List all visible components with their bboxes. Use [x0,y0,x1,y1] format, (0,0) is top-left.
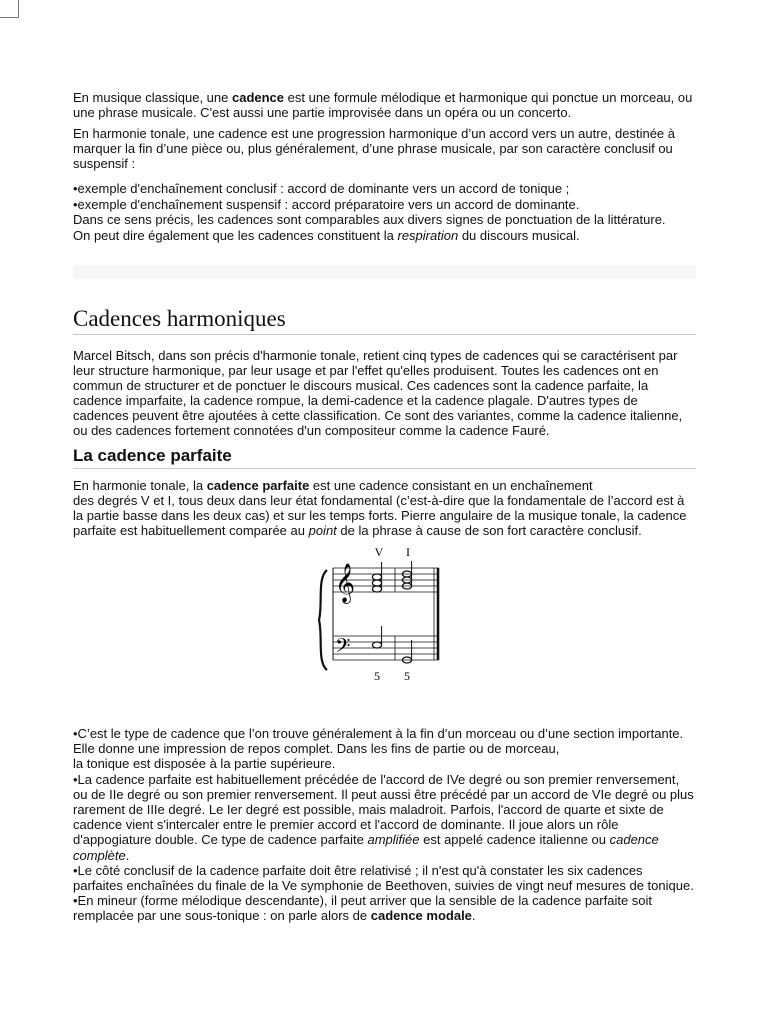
treble-chord-i [402,561,411,589]
cadence-bullets [73,726,696,924]
music-score [313,544,453,704]
subsection-heading: La cadence parfaite [73,446,696,469]
article-body [73,90,696,924]
bullet-precedee: •La cadence parfaite est habituellement précédée de l'accord de IVe degré ou son premier renversement, ou de IIe degré ou son premier renversement. Il peut aussi être précédé par un accord de VIe degré ou plus rarement de IIIe degré. Le Ier degré est possible, mais maladroit. Parfois, l'accord de quarte et sixte de cadence vient s'intercaler entre le premier accord et l'accord de dominante. Il joue alors un rôle d'appogiature double. Ce type de cadence parfaite amplifiée est appelé cadence italienne ou cadence complète. [73,771,694,863]
separator-bar [73,265,696,279]
figured-bass-i: 5 [404,669,410,683]
bass-note-i [402,640,411,663]
subsection-paragraph-1: En harmonie tonale, la cadence parfaite est une cadence consistant en un enchaînement [73,478,593,493]
bass-note-v [372,626,381,648]
intro-bullets [73,181,696,243]
bullet-suspensif: •exemple d'enchaînement suspensif : accord préparatoire vers un accord de dominante. [73,196,580,212]
roman-numeral-v: V [374,545,384,559]
bullet-mineur: •En mineur (forme mélodique descendante), il peut arriver que la sensible de la cadence parfaite soit remplacée par une sous-tonique : on parle alors de cadence modale. [73,893,653,924]
roman-numeral-i: I [406,545,410,559]
section-heading: Cadences harmoniques [73,306,696,335]
bass-clef-icon: 𝄢 [335,634,351,662]
bullet-conclusif-relatif: •Le côté conclusif de la cadence parfaite doit être relativisé ; il n'est qu'à constater les six cadences parfaites enchaînées du finale de la Ve symphonie de Beethoven, suivies de vingt neuf mesures de tonique. [73,862,694,894]
bullet-conclusif: •exemple d'enchaînement conclusif : accord de dominante vers un accord de tonique ; [73,181,570,196]
corner-checkbox[interactable] [0,0,19,18]
intro-paragraph-2: En harmonie tonale, une cadence est une progression harmonique d’un accord vers un autre, destinée à marquer la fin d’une pièce ou, plus généralement, d’une phrase musicale, par son caractère conclusif ou suspensif : [73,126,675,171]
figured-bass-v: 5 [374,669,380,683]
bullet-repos: •C’est le type de cadence que l’on trouve généralement à la fin d’un morceau ou d’une section importante. Elle donne une impression de repos complet. Dans les fins de partie ou de morceau, [73,726,684,757]
treble-clef-icon: 𝄞 [335,563,356,603]
intro-paragraph-3: Dans ce sens précis, les cadences sont comparables aux divers signes de ponctuation de la littérature. [73,212,666,227]
score-figure [73,544,696,724]
intro-paragraph-4: On peut dire également que les cadences constituent la respiration du discours musical. [73,227,580,243]
subsection-paragraph-2: des degrés V et I, tous deux dans leur état fondamental (c’est-à-dire que la fondamentale de l’accord est à la partie basse dans les deux cas) et sur les temps forts. Pierre angulaire de la musique tonale, la cadence parfaite est habituellement comparée au point de la phrase à cause de son fort caractère conclusif. [73,493,687,538]
bullet-repos-cont: la tonique est disposée à la partie supérieure. [73,756,336,772]
treble-chord-v [372,562,381,592]
intro-paragraph-1: En musique classique, une cadence est une formule mélodique et harmonique qui ponctue un morceau, ou une phrase musicale. C'est aussi une partie improvisée dans un opéra ou un concerto. [73,90,693,120]
section-paragraph: Marcel Bitsch, dans son précis d'harmonie tonale, retient cinq types de cadences qui se caractérisent par leur structure harmonique, par leur usage et par l'effet qu'elles produisent. Toutes les cadences ont en commun de structurer et de ponctuer le discours musical. Ces cadences sont la cadence parfaite, la cadence imparfaite, la cadence rompue, la demi-cadence et la cadence plagale. D'autres types de cadences peuvent être ajoutées à cette classification. Ce sont des variantes, comme la cadence italienne, ou des cadences fortement connotées d'un compositeur comme la cadence Fauré. [73,348,683,438]
grand-staff-brace [319,570,327,670]
